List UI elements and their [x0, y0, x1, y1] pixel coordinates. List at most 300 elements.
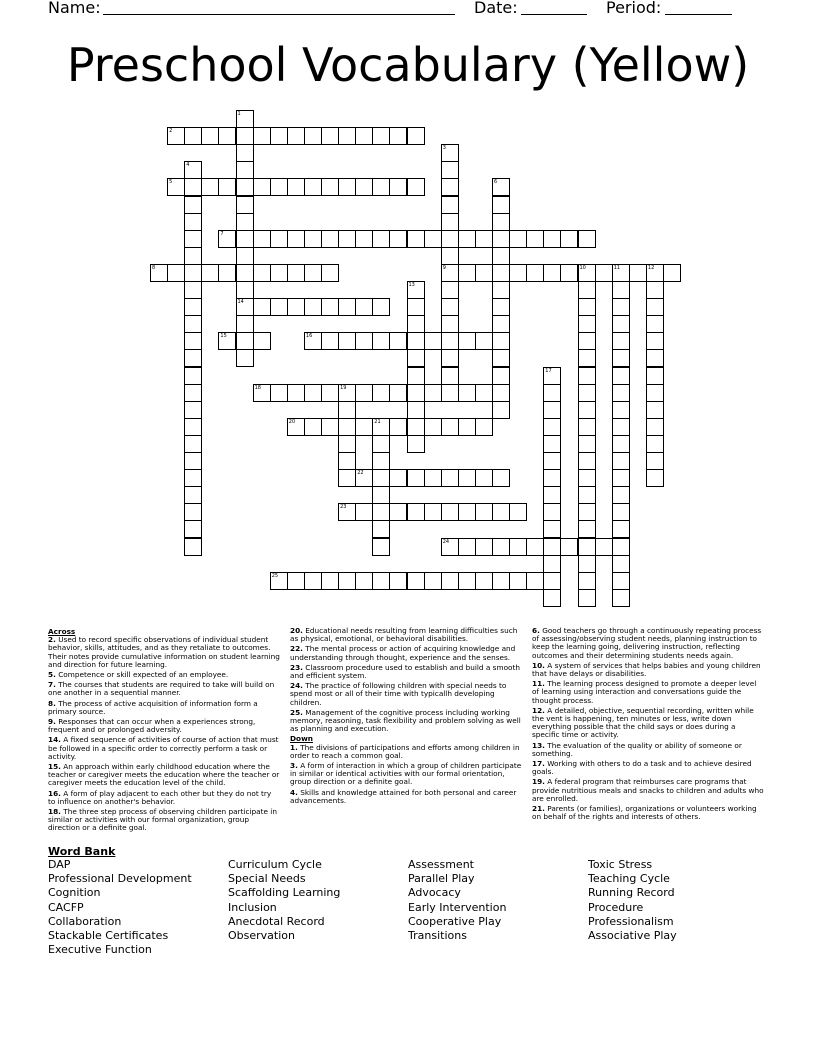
grid-cell[interactable] — [389, 469, 407, 487]
grid-cell[interactable] — [355, 127, 373, 145]
grid-cell[interactable] — [321, 384, 339, 402]
grid-cell[interactable] — [355, 298, 373, 316]
grid-cell[interactable] — [509, 538, 527, 556]
grid-cell[interactable] — [253, 332, 271, 350]
grid-cell[interactable] — [492, 196, 510, 214]
grid-cell[interactable] — [578, 572, 596, 590]
grid-cell[interactable] — [492, 247, 510, 265]
grid-cell[interactable] — [441, 230, 459, 248]
grid-cell[interactable] — [167, 264, 185, 282]
grid-cell[interactable] — [492, 281, 510, 299]
grid-cell[interactable] — [458, 384, 476, 402]
grid-cell[interactable] — [578, 486, 596, 504]
grid-cell[interactable] — [236, 349, 254, 367]
grid-cell[interactable] — [287, 298, 305, 316]
grid-cell[interactable] — [372, 230, 390, 248]
grid-cell[interactable] — [372, 486, 390, 504]
grid-cell[interactable] — [304, 572, 322, 590]
grid-cell[interactable] — [646, 418, 664, 436]
grid-cell[interactable] — [236, 247, 254, 265]
grid-cell[interactable] — [458, 503, 476, 521]
grid-cell[interactable] — [184, 435, 202, 453]
grid-cell[interactable] — [441, 538, 459, 556]
grid-cell[interactable] — [492, 503, 510, 521]
grid-cell[interactable] — [389, 178, 407, 196]
grid-cell[interactable] — [218, 127, 236, 145]
grid-cell[interactable] — [646, 332, 664, 350]
grid-cell[interactable] — [543, 384, 561, 402]
grid-cell[interactable] — [167, 178, 185, 196]
grid-cell[interactable] — [372, 418, 390, 436]
grid-cell[interactable] — [321, 230, 339, 248]
grid-cell[interactable] — [372, 503, 390, 521]
grid-cell[interactable] — [270, 384, 288, 402]
grid-cell[interactable] — [560, 264, 578, 282]
grid-cell[interactable] — [578, 452, 596, 470]
grid-cell[interactable] — [492, 230, 510, 248]
grid-cell[interactable] — [184, 230, 202, 248]
grid-cell[interactable] — [441, 367, 459, 385]
grid-cell[interactable] — [526, 230, 544, 248]
grid-cell[interactable] — [612, 315, 630, 333]
grid-cell[interactable] — [389, 572, 407, 590]
grid-cell[interactable] — [612, 572, 630, 590]
grid-cell[interactable] — [287, 418, 305, 436]
grid-cell[interactable] — [595, 264, 613, 282]
grid-cell[interactable] — [441, 572, 459, 590]
grid-cell[interactable] — [543, 520, 561, 538]
grid-cell[interactable] — [595, 538, 613, 556]
grid-cell[interactable] — [270, 178, 288, 196]
grid-cell[interactable] — [612, 367, 630, 385]
grid-cell[interactable] — [236, 332, 254, 350]
grid-cell[interactable] — [441, 298, 459, 316]
grid-cell[interactable] — [424, 332, 442, 350]
grid-cell[interactable] — [184, 281, 202, 299]
grid-cell[interactable] — [646, 384, 664, 402]
grid-cell[interactable] — [543, 503, 561, 521]
grid-cell[interactable] — [389, 384, 407, 402]
grid-cell[interactable] — [236, 281, 254, 299]
grid-cell[interactable] — [355, 418, 373, 436]
grid-cell[interactable] — [475, 572, 493, 590]
grid-cell[interactable] — [270, 572, 288, 590]
grid-cell[interactable] — [475, 418, 493, 436]
grid-cell[interactable] — [372, 520, 390, 538]
grid-cell[interactable] — [372, 332, 390, 350]
grid-cell[interactable] — [441, 196, 459, 214]
grid-cell[interactable] — [424, 418, 442, 436]
grid-cell[interactable] — [578, 589, 596, 607]
grid-cell[interactable] — [372, 127, 390, 145]
name-line[interactable] — [103, 14, 455, 15]
grid-cell[interactable] — [492, 367, 510, 385]
grid-cell[interactable] — [389, 127, 407, 145]
grid-cell[interactable] — [355, 332, 373, 350]
grid-cell[interactable] — [526, 264, 544, 282]
grid-cell[interactable] — [287, 264, 305, 282]
grid-cell[interactable] — [475, 264, 493, 282]
grid-cell[interactable] — [338, 332, 356, 350]
grid-cell[interactable] — [441, 213, 459, 231]
grid-cell[interactable] — [407, 281, 425, 299]
grid-cell[interactable] — [184, 264, 202, 282]
grid-cell[interactable] — [578, 264, 596, 282]
grid-cell[interactable] — [304, 418, 322, 436]
grid-cell[interactable] — [612, 486, 630, 504]
grid-cell[interactable] — [304, 384, 322, 402]
grid-cell[interactable] — [543, 486, 561, 504]
grid-cell[interactable] — [578, 384, 596, 402]
grid-cell[interactable] — [663, 264, 681, 282]
grid-cell[interactable] — [236, 144, 254, 162]
grid-cell[interactable] — [338, 401, 356, 419]
grid-cell[interactable] — [184, 161, 202, 179]
grid-cell[interactable] — [218, 332, 236, 350]
grid-cell[interactable] — [424, 469, 442, 487]
grid-cell[interactable] — [304, 264, 322, 282]
grid-cell[interactable] — [424, 384, 442, 402]
grid-cell[interactable] — [372, 572, 390, 590]
grid-cell[interactable] — [441, 349, 459, 367]
grid-cell[interactable] — [304, 178, 322, 196]
grid-cell[interactable] — [355, 384, 373, 402]
grid-cell[interactable] — [184, 298, 202, 316]
grid-cell[interactable] — [236, 110, 254, 128]
grid-cell[interactable] — [543, 264, 561, 282]
grid-cell[interactable] — [338, 469, 356, 487]
grid-cell[interactable] — [184, 247, 202, 265]
grid-cell[interactable] — [338, 230, 356, 248]
grid-cell[interactable] — [475, 384, 493, 402]
grid-cell[interactable] — [236, 230, 254, 248]
grid-cell[interactable] — [338, 418, 356, 436]
grid-cell[interactable] — [184, 384, 202, 402]
grid-cell[interactable] — [441, 281, 459, 299]
grid-cell[interactable] — [646, 281, 664, 299]
grid-cell[interactable] — [475, 538, 493, 556]
grid-cell[interactable] — [492, 572, 510, 590]
grid-cell[interactable] — [543, 572, 561, 590]
grid-cell[interactable] — [372, 298, 390, 316]
grid-cell[interactable] — [612, 555, 630, 573]
grid-cell[interactable] — [646, 469, 664, 487]
grid-cell[interactable] — [184, 127, 202, 145]
grid-cell[interactable] — [441, 503, 459, 521]
grid-cell[interactable] — [389, 418, 407, 436]
grid-cell[interactable] — [578, 503, 596, 521]
grid-cell[interactable] — [543, 435, 561, 453]
grid-cell[interactable] — [201, 127, 219, 145]
grid-cell[interactable] — [184, 332, 202, 350]
grid-cell[interactable] — [184, 196, 202, 214]
grid-cell[interactable] — [441, 384, 459, 402]
grid-cell[interactable] — [578, 401, 596, 419]
grid-cell[interactable] — [492, 298, 510, 316]
grid-cell[interactable] — [236, 298, 254, 316]
grid-cell[interactable] — [184, 486, 202, 504]
grid-cell[interactable] — [270, 264, 288, 282]
grid-cell[interactable] — [355, 572, 373, 590]
grid-cell[interactable] — [492, 332, 510, 350]
grid-cell[interactable] — [424, 572, 442, 590]
grid-cell[interactable] — [578, 367, 596, 385]
date-line[interactable] — [521, 14, 587, 15]
grid-cell[interactable] — [236, 127, 254, 145]
grid-cell[interactable] — [338, 384, 356, 402]
grid-cell[interactable] — [509, 503, 527, 521]
grid-cell[interactable] — [407, 572, 425, 590]
grid-cell[interactable] — [560, 538, 578, 556]
grid-cell[interactable] — [578, 349, 596, 367]
grid-cell[interactable] — [543, 538, 561, 556]
grid-cell[interactable] — [253, 264, 271, 282]
grid-cell[interactable] — [646, 298, 664, 316]
grid-cell[interactable] — [184, 367, 202, 385]
grid-cell[interactable] — [184, 503, 202, 521]
grid-cell[interactable] — [526, 572, 544, 590]
grid-cell[interactable] — [270, 230, 288, 248]
grid-cell[interactable] — [407, 332, 425, 350]
grid-cell[interactable] — [372, 452, 390, 470]
grid-cell[interactable] — [578, 315, 596, 333]
grid-cell[interactable] — [184, 401, 202, 419]
grid-cell[interactable] — [321, 572, 339, 590]
grid-cell[interactable] — [184, 418, 202, 436]
grid-cell[interactable] — [201, 264, 219, 282]
grid-cell[interactable] — [287, 572, 305, 590]
grid-cell[interactable] — [612, 401, 630, 419]
grid-cell[interactable] — [629, 264, 647, 282]
grid-cell[interactable] — [407, 230, 425, 248]
grid-cell[interactable] — [612, 418, 630, 436]
grid-cell[interactable] — [355, 178, 373, 196]
grid-cell[interactable] — [578, 418, 596, 436]
grid-cell[interactable] — [201, 178, 219, 196]
grid-cell[interactable] — [509, 264, 527, 282]
grid-cell[interactable] — [560, 230, 578, 248]
grid-cell[interactable] — [287, 127, 305, 145]
grid-cell[interactable] — [578, 281, 596, 299]
grid-cell[interactable] — [612, 452, 630, 470]
grid-cell[interactable] — [509, 572, 527, 590]
grid-cell[interactable] — [458, 469, 476, 487]
grid-cell[interactable] — [612, 469, 630, 487]
grid-cell[interactable] — [253, 384, 271, 402]
grid-cell[interactable] — [612, 281, 630, 299]
grid-cell[interactable] — [441, 247, 459, 265]
grid-cell[interactable] — [304, 230, 322, 248]
grid-cell[interactable] — [526, 538, 544, 556]
grid-cell[interactable] — [372, 178, 390, 196]
grid-cell[interactable] — [184, 520, 202, 538]
grid-cell[interactable] — [355, 503, 373, 521]
grid-cell[interactable] — [475, 332, 493, 350]
grid-cell[interactable] — [372, 538, 390, 556]
grid-cell[interactable] — [492, 213, 510, 231]
grid-cell[interactable] — [543, 452, 561, 470]
grid-cell[interactable] — [407, 418, 425, 436]
grid-cell[interactable] — [492, 469, 510, 487]
grid-cell[interactable] — [372, 435, 390, 453]
grid-cell[interactable] — [646, 349, 664, 367]
grid-cell[interactable] — [612, 538, 630, 556]
grid-cell[interactable] — [407, 469, 425, 487]
grid-cell[interactable] — [612, 435, 630, 453]
grid-cell[interactable] — [578, 332, 596, 350]
grid-cell[interactable] — [338, 178, 356, 196]
grid-cell[interactable] — [287, 384, 305, 402]
grid-cell[interactable] — [612, 332, 630, 350]
grid-cell[interactable] — [578, 538, 596, 556]
grid-cell[interactable] — [646, 401, 664, 419]
grid-cell[interactable] — [578, 298, 596, 316]
grid-cell[interactable] — [184, 469, 202, 487]
grid-cell[interactable] — [475, 469, 493, 487]
grid-cell[interactable] — [441, 469, 459, 487]
grid-cell[interactable] — [424, 230, 442, 248]
grid-cell[interactable] — [304, 332, 322, 350]
grid-cell[interactable] — [321, 332, 339, 350]
grid-cell[interactable] — [407, 367, 425, 385]
grid-cell[interactable] — [236, 213, 254, 231]
grid-cell[interactable] — [441, 418, 459, 436]
grid-cell[interactable] — [270, 127, 288, 145]
grid-cell[interactable] — [441, 264, 459, 282]
grid-cell[interactable] — [612, 384, 630, 402]
grid-cell[interactable] — [543, 418, 561, 436]
grid-cell[interactable] — [218, 264, 236, 282]
grid-cell[interactable] — [646, 435, 664, 453]
grid-cell[interactable] — [492, 349, 510, 367]
grid-cell[interactable] — [407, 384, 425, 402]
grid-cell[interactable] — [612, 503, 630, 521]
grid-cell[interactable] — [407, 178, 425, 196]
grid-cell[interactable] — [441, 144, 459, 162]
grid-cell[interactable] — [338, 503, 356, 521]
grid-cell[interactable] — [338, 435, 356, 453]
grid-cell[interactable] — [321, 264, 339, 282]
grid-cell[interactable] — [578, 435, 596, 453]
grid-cell[interactable] — [184, 349, 202, 367]
grid-cell[interactable] — [253, 127, 271, 145]
grid-cell[interactable] — [646, 452, 664, 470]
grid-cell[interactable] — [184, 538, 202, 556]
grid-cell[interactable] — [578, 555, 596, 573]
grid-cell[interactable] — [236, 315, 254, 333]
grid-cell[interactable] — [184, 178, 202, 196]
grid-cell[interactable] — [458, 264, 476, 282]
grid-cell[interactable] — [441, 161, 459, 179]
grid-cell[interactable] — [321, 298, 339, 316]
grid-cell[interactable] — [458, 230, 476, 248]
grid-cell[interactable] — [253, 178, 271, 196]
grid-cell[interactable] — [372, 384, 390, 402]
grid-cell[interactable] — [407, 315, 425, 333]
grid-cell[interactable] — [372, 469, 390, 487]
grid-cell[interactable] — [270, 298, 288, 316]
grid-cell[interactable] — [543, 401, 561, 419]
grid-cell[interactable] — [321, 178, 339, 196]
grid-cell[interactable] — [407, 503, 425, 521]
grid-cell[interactable] — [492, 384, 510, 402]
grid-cell[interactable] — [218, 178, 236, 196]
grid-cell[interactable] — [407, 435, 425, 453]
period-line[interactable] — [665, 14, 732, 15]
grid-cell[interactable] — [612, 520, 630, 538]
grid-cell[interactable] — [389, 230, 407, 248]
grid-cell[interactable] — [338, 127, 356, 145]
grid-cell[interactable] — [338, 572, 356, 590]
grid-cell[interactable] — [407, 349, 425, 367]
grid-cell[interactable] — [304, 298, 322, 316]
grid-cell[interactable] — [389, 503, 407, 521]
grid-cell[interactable] — [492, 178, 510, 196]
grid-cell[interactable] — [646, 315, 664, 333]
grid-cell[interactable] — [458, 538, 476, 556]
grid-cell[interactable] — [253, 298, 271, 316]
grid-cell[interactable] — [475, 230, 493, 248]
grid-cell[interactable] — [578, 469, 596, 487]
grid-cell[interactable] — [646, 264, 664, 282]
grid-cell[interactable] — [543, 367, 561, 385]
grid-cell[interactable] — [492, 401, 510, 419]
grid-cell[interactable] — [543, 230, 561, 248]
grid-cell[interactable] — [184, 452, 202, 470]
grid-cell[interactable] — [492, 538, 510, 556]
grid-cell[interactable] — [492, 315, 510, 333]
grid-cell[interactable] — [184, 315, 202, 333]
grid-cell[interactable] — [355, 469, 373, 487]
grid-cell[interactable] — [578, 520, 596, 538]
grid-cell[interactable] — [458, 572, 476, 590]
grid-cell[interactable] — [184, 213, 202, 231]
grid-cell[interactable] — [218, 230, 236, 248]
grid-cell[interactable] — [475, 503, 493, 521]
grid-cell[interactable] — [492, 264, 510, 282]
grid-cell[interactable] — [287, 178, 305, 196]
grid-cell[interactable] — [612, 264, 630, 282]
grid-cell[interactable] — [441, 332, 459, 350]
grid-cell[interactable] — [338, 452, 356, 470]
grid-cell[interactable] — [407, 127, 425, 145]
grid-cell[interactable] — [612, 298, 630, 316]
grid-cell[interactable] — [338, 298, 356, 316]
grid-cell[interactable] — [543, 555, 561, 573]
grid-cell[interactable] — [355, 230, 373, 248]
grid-cell[interactable] — [612, 589, 630, 607]
grid-cell[interactable] — [287, 230, 305, 248]
grid-cell[interactable] — [458, 418, 476, 436]
grid-cell[interactable] — [236, 196, 254, 214]
grid-cell[interactable] — [612, 349, 630, 367]
grid-cell[interactable] — [304, 127, 322, 145]
grid-cell[interactable] — [441, 315, 459, 333]
grid-cell[interactable] — [543, 469, 561, 487]
grid-cell[interactable] — [407, 298, 425, 316]
grid-cell[interactable] — [321, 418, 339, 436]
grid-cell[interactable] — [150, 264, 168, 282]
grid-cell[interactable] — [167, 127, 185, 145]
grid-cell[interactable] — [407, 401, 425, 419]
grid-cell[interactable] — [543, 589, 561, 607]
grid-cell[interactable] — [509, 230, 527, 248]
grid-cell[interactable] — [441, 178, 459, 196]
grid-cell[interactable] — [236, 264, 254, 282]
grid-cell[interactable] — [458, 332, 476, 350]
grid-cell[interactable] — [424, 503, 442, 521]
grid-cell[interactable] — [389, 332, 407, 350]
